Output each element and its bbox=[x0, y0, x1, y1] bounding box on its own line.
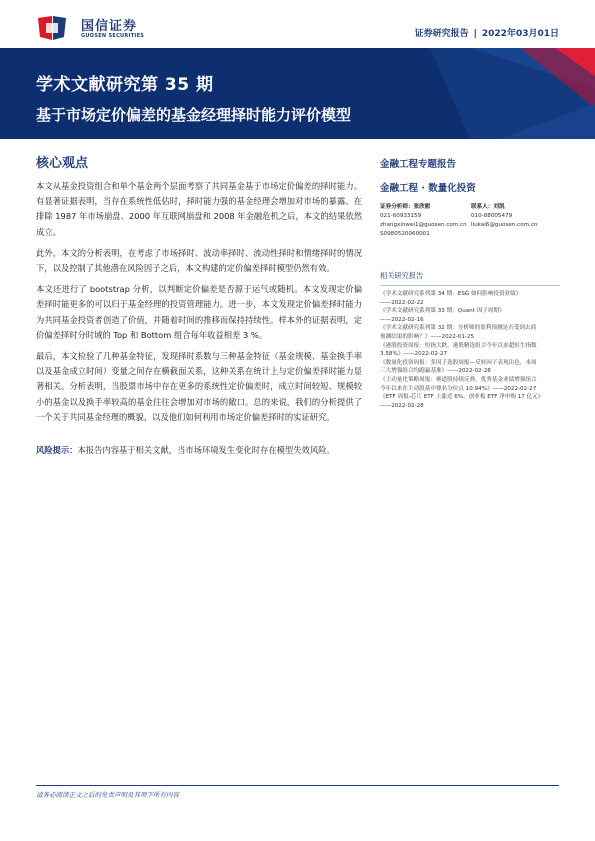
related-reports-title: 相关研究报告 bbox=[380, 271, 440, 286]
analyst-name: 证券分析师：张欣慰 bbox=[380, 204, 431, 210]
paragraph: 本文还进行了 bootstrap 分析，以判断定价偏差是否源于运气或随机。本文发现定价偏差择时能更多的可以归于基金经理的投资管理能力。进一步，本文发现定价偏差择时能力为共同基金投资者创造了价值，并随着时间的推移而保持持续性。样本外的证据表明，定价偏差择时分时域的 Top 和 Bottom 组合每年收益相差 3 %。 bbox=[36, 284, 362, 340]
related-report-date: ——2022-02-22 bbox=[380, 299, 424, 306]
related-report-item[interactable]: 今年以来在主动股基中排名分位点 10.94%》——2022-02-27 bbox=[380, 385, 537, 392]
related-report-item[interactable]: 三大增强组合均跑赢基准》——2022-02-28 bbox=[380, 368, 491, 375]
risk-label: 风险提示： bbox=[36, 445, 78, 456]
report-category: 金融工程专题报告 bbox=[380, 159, 457, 170]
sidebar bbox=[380, 156, 560, 410]
paragraph: 此外，本文的分析表明，在考虑了市场择时、波动率择时、流动性择时和情绪择时的情况下，以及控制了其他潜在风险因子之后，本文构建的定价偏差择时模型仍然有效。 bbox=[36, 247, 362, 274]
title-banner bbox=[0, 48, 595, 139]
related-report-item[interactable]: 《数量化投资周报：多因子选股周报—反转因子表现出色，本周 bbox=[380, 359, 537, 366]
analyst-license: S0980520060001 bbox=[380, 231, 430, 237]
paragraph: 最后，本文检验了几种基金特征，发现择时系数与三种基金特征（基金规模、基金换手率以及基金成立时间）变量之间存在横截面关系，这种关系在统计上与定价偏差择时能力显著相关。分析表明，当股票市场中存在更多的系统性定价偏差时，成立时间较短、规模较小的基金以及换手率较高的基金往往会增加对市场的敞口。总的来说，我们的分析提供了一个关于共同基金经理的概貌，以及他们如何利用市场定价偏差择时的实证研究。 bbox=[36, 351, 362, 422]
guosen-logo-icon bbox=[36, 15, 68, 41]
report-date: 2022年03月01日 bbox=[481, 29, 559, 39]
footer-disclaimer: 请务必阅读正文之后的免责声明及其项下所有内容 bbox=[36, 791, 179, 799]
related-report-item[interactable]: 《主动量化策略周报：赛道股持续反弹，优秀基金业绩增强组合 bbox=[380, 376, 537, 383]
section-title: 核心观点 bbox=[36, 156, 89, 171]
related-report-date: ——2022-02-16 bbox=[380, 316, 424, 323]
contact-email[interactable]: liukai6@guosen.com.cn bbox=[471, 222, 538, 228]
related-report-item[interactable]: 《学术文献研究系列第 34 期：ESG 如何影响投资业绩》 bbox=[380, 291, 522, 297]
related-divider bbox=[380, 285, 560, 286]
risk-text: 本报告内容基于相关文献，当市场环境发生变化时存在模型失效风险。 bbox=[77, 445, 335, 456]
report-type: 证券研究报告 bbox=[414, 29, 469, 39]
related-report-date: ——2022-02-28 bbox=[380, 402, 424, 409]
paragraph: 本文从基金投资组合和单个基金两个层面考察了共同基金基于市场定价偏差的择时能力。有显著证据表明，当存在系统性低估时，择时能力强的基金经理会增加对市场的暴露。在排除 1987 年市场崩盘、2000 年互联网崩盘和 2008 年金融危机之后，本文的结果依然成立。 bbox=[36, 181, 362, 237]
footer-divider bbox=[36, 785, 559, 786]
analyst-phone: 021-60933159 bbox=[380, 213, 422, 219]
analyst-block bbox=[380, 203, 467, 239]
related-report-item[interactable]: 《学术文献研究系列第 32 期：分析师的盈利预测是否受到去商 bbox=[380, 325, 537, 332]
related-report-item[interactable]: 《港股投资周报：恒指大跌，港股精选组合今年以来超恒生指数 bbox=[380, 342, 537, 349]
main-column bbox=[36, 152, 362, 464]
series-title: 学术文献研究第 35 期 bbox=[36, 75, 214, 95]
report-title: 基于市场定价偏差的基金经理择时能力评价模型 bbox=[36, 106, 352, 124]
logo-text-en: GUOSEN SECURITIES bbox=[81, 33, 145, 39]
logo bbox=[36, 14, 146, 42]
related-report-item[interactable]: 3.58%》——2022-02-27 bbox=[380, 351, 448, 358]
related-report-item[interactable]: 《学术文献研究系列第 33 期：Quant 因子周期》 bbox=[380, 308, 505, 315]
related-report-item[interactable]: 预测结果的影响？》——2022-01-25 bbox=[380, 333, 475, 340]
header-separator: | bbox=[473, 29, 477, 39]
risk-warning bbox=[36, 443, 362, 458]
related-report-item[interactable]: 《ETF 周报-芯片 ETF 上涨近 6%，创业板 ETF 净申购 17 亿元》 bbox=[380, 394, 544, 401]
contact-phone: 010-88005479 bbox=[471, 213, 513, 219]
analyst-info bbox=[380, 203, 560, 259]
logo-text-cn: 国信证券 bbox=[81, 19, 138, 34]
related-reports-list bbox=[380, 290, 560, 410]
contact-name: 联系人：刘凯 bbox=[471, 204, 505, 210]
analyst-email[interactable]: zhangxinwei1@guosen.com.cn bbox=[380, 222, 467, 228]
header-meta bbox=[415, 26, 559, 39]
contact-block bbox=[471, 203, 537, 230]
report-subcategory: 金融工程 · 数量化投资 bbox=[380, 183, 476, 194]
